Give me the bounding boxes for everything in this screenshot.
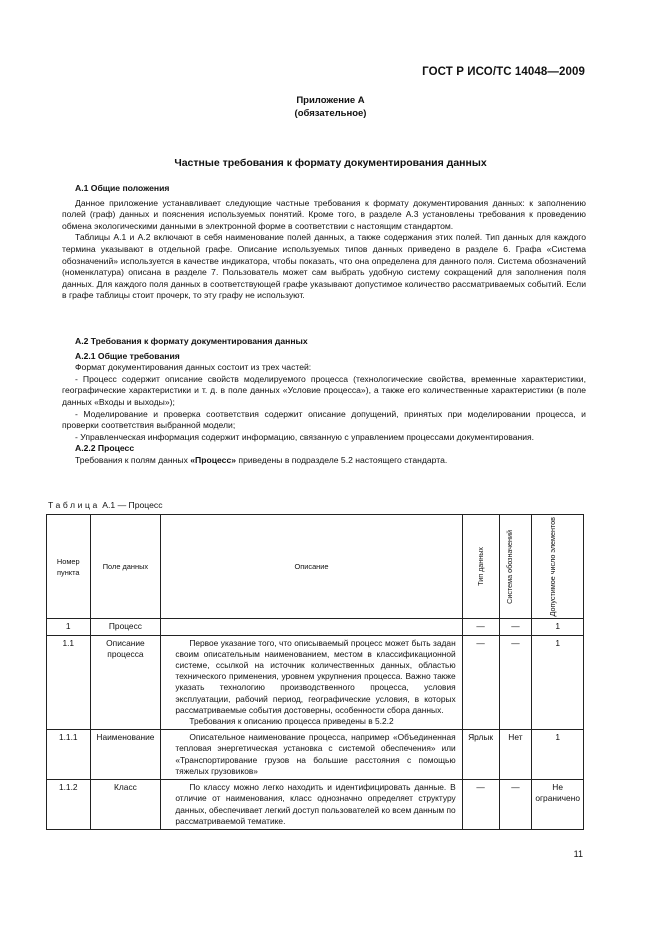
cell-notation: — [499,780,532,830]
text-run-bold: «Процесс» [190,454,237,465]
standard-header: ГОСТ Р ИСО/ТС 14048—2009 [422,66,585,78]
table-row [47,730,584,780]
cell-type: — [462,635,499,730]
cell-notation: — [499,635,532,730]
process-table [46,514,584,830]
section-heading-a2: А.2 Требования к формату документирования данных [75,336,308,346]
header-desc: Описание [161,515,462,619]
cell-type: — [462,780,499,830]
cell-type: — [462,619,499,635]
header-type: Тип данных [476,547,486,587]
desc-paragraph: Требования к описанию процесса приведены в 5.2.2 [189,716,394,727]
cell-num: 1.1 [47,635,91,730]
table-row [47,635,584,730]
cell-desc [161,635,462,730]
paragraph: Таблицы А.1 и А.2 включают в себя наименование полей данных, а также содержания этих полей. Тип данных для каждого термина указывают в отдельной графе. Описание используемых типов данных приведено в разделе 6. Графа «Система обозначений» используется в качестве индикатора, чтобы показать, что она определена для данного поля. Система обозначений (номенклатура) описана в разделе 7. Пользователь может сам выбрать удобную систему сокращений для заполнения поля данных. Для каждого поля данных в соответствующей графе указывают допустимое количество рассматриваемых событий. Если в графе таблицы стоит прочерк, то эту графу не используют. [62,232,586,301]
header-count: Допустимое число элементов [547,517,557,617]
bullet-item: - Моделирование и проверка соответствия содержит описание допущений, принятых при моделировании процесса, и проверки соответствия выбранной модели; [62,408,586,431]
table-caption [48,500,163,510]
table-body [47,619,584,829]
header-type-cell [462,515,499,619]
cell-field: Класс [90,780,161,830]
text-run: приведены в подразделе 5.2 настоящего стандарта. [236,454,448,465]
appendix-title: Приложение А [296,95,365,106]
cell-type: Ярлык [462,730,499,780]
desc-paragraph: По классу можно легко находить и идентифицировать данные. В отличие от наименования, класс однозначно определяет структуру данных, обеспечивает легкий доступ пользователей ко всем данным по рассматриваемой тематике. [175,782,456,826]
bullet-item: - Процесс содержит описание свойств моделируемого процесса (технологические свойства, временные характеристики, географические характеристики и т. д. в поле данных «Условие процесса»), а также его количественные характеристики (в поле данных «Входы и выходы»); [62,373,586,407]
cell-notation: — [499,619,532,635]
cell-count: 1 [532,730,584,780]
section-heading-a22: А.2.2 Процесс [75,443,135,454]
page-number: 11 [573,849,583,859]
paragraph: Данное приложение устанавливает следующие частные требования к формату документирования данных: к заполнению полей (граф) данных и пояснения используемых понятий. Кроме того, в разделе А.3 установлены требования к проведению обмена экологическими данными в электронной форме в соответствии с настоящим стандартом. [62,197,586,231]
header-num: Номер пункта [47,515,91,619]
cell-field: Процесс [90,619,161,635]
text-run: Требования к полям данных [75,454,191,465]
cell-field: Описание процесса [90,635,161,730]
section-heading-a21: А.2.1 Общие требования [75,350,180,361]
section-heading-a1: А.1 Общие положения [75,183,170,193]
cell-count: Не ограничено [532,780,584,830]
cell-desc [161,780,462,830]
cell-count: 1 [532,635,584,730]
table-row [47,780,584,830]
cell-num: 1.1.1 [47,730,91,780]
cell-count: 1 [532,619,584,635]
desc-paragraph: Описательное наименование процесса, например «Объединенная тепловая энергетическая установка с системой обеспечения» или «Транспортирование грузов на большие расстояния с помощью тяжелых грузовиков» [175,732,456,776]
appendix-status: (обязательное) [294,108,367,119]
cell-field: Наименование [90,730,161,780]
header-notation-cell [499,515,532,619]
header-count-cell [532,515,584,619]
table-header-row [47,515,584,619]
header-field: Поле данных [90,515,161,619]
table-row [47,619,584,635]
paragraph [62,455,586,467]
section-a2 [62,336,586,467]
cell-num: 1.1.2 [47,780,91,830]
bullet-item: - Управленческая информация содержит информацию, связанную с управлением процессами документирования. [75,431,535,442]
cell-desc [161,730,462,780]
section-a1 [62,183,586,302]
cell-notation: Нет [499,730,532,780]
caption-text: А.1 — Процесс [99,500,163,510]
header-notation: Система обозначений [505,529,515,604]
caption-label: Таблица [48,500,100,510]
cell-num: 1 [47,619,91,635]
cell-desc [161,619,462,635]
paragraph: Формат документирования данных состоит из трех частей: [75,362,312,373]
main-title: Частные требования к формату документирования данных [174,157,487,169]
desc-paragraph: Первое указание того, что описываемый процесс может быть задан своим описательным наименованием, местом в классификационной системе, ссылкой на источник количественных данных, областью технического применения, уровнем укрупнения процесса. Важно также указать технологию производственного процесса, условия эксплуатации, рабочий период, географические условия, в которых рассматриваемые события достоверны, особенности сбора данных. [175,637,456,715]
